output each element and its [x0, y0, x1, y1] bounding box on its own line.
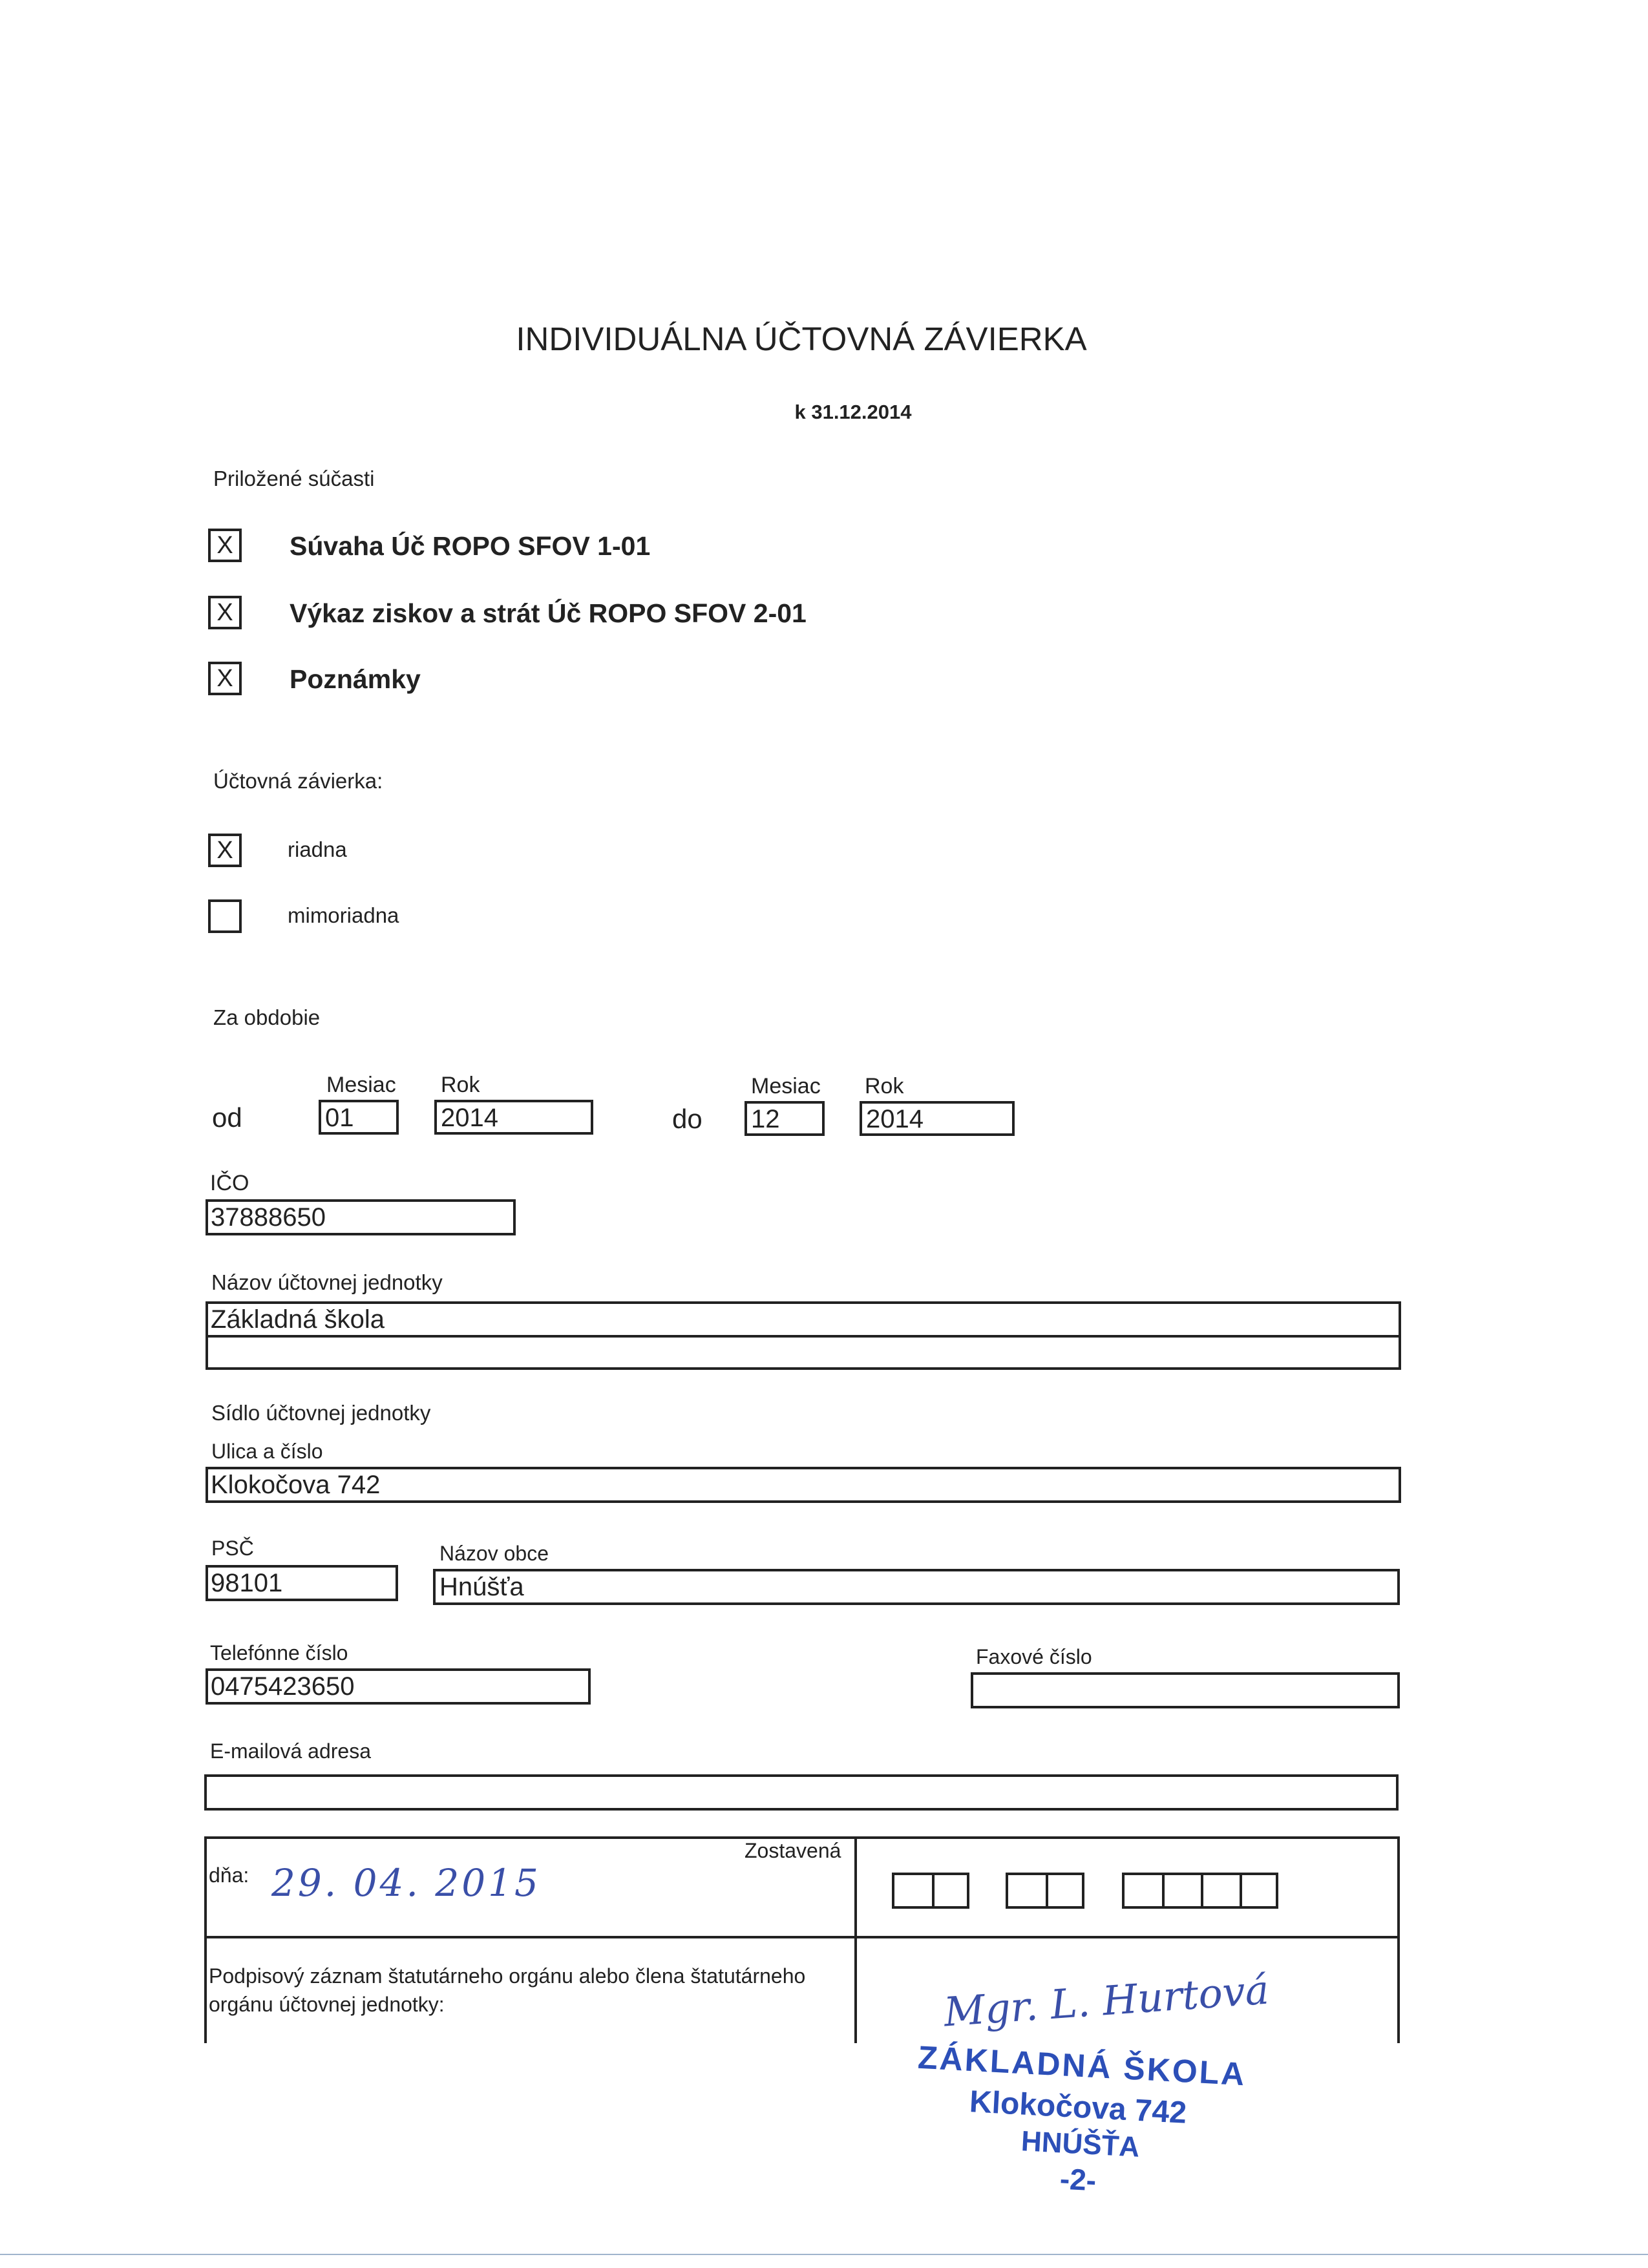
- closing-checkbox-regular[interactable]: X: [208, 834, 242, 867]
- attachment-checkbox-balance[interactable]: X: [208, 529, 242, 562]
- psc-label: PSČ: [211, 1537, 254, 1560]
- page-bottom-rule: [0, 2254, 1648, 2255]
- closing-label-extraordinary: mimoriadna: [288, 903, 399, 927]
- date-box-separator: [1046, 1875, 1048, 1906]
- signature-label-line2: orgánu účtovnej jednotky:: [209, 1993, 445, 2016]
- stamp-line3: HNÚŠŤA: [1020, 2125, 1141, 2163]
- signature-block-vertical-divider: [854, 1836, 857, 2043]
- fax-field[interactable]: [971, 1672, 1400, 1708]
- closing-checkbox-extraordinary[interactable]: [208, 899, 242, 933]
- fax-label: Faxové číslo: [976, 1645, 1092, 1668]
- stamp-line2: Klokočova 742: [968, 2084, 1188, 2130]
- email-label: E-mailová adresa: [210, 1739, 371, 1763]
- date-year-boxes[interactable]: [1122, 1873, 1278, 1909]
- period-to-label: do: [672, 1104, 703, 1134]
- town-value: Hnúšťa: [439, 1573, 524, 1601]
- ico-label: IČO: [210, 1171, 249, 1195]
- handwritten-signature: Mgr. L. Hurtová: [942, 1966, 1271, 2036]
- phone-value: 0475423650: [211, 1672, 355, 1701]
- ico-value: 37888650: [211, 1203, 326, 1232]
- from-month-value: 01: [325, 1104, 354, 1132]
- seat-label: Sídlo účtovnej jednotky: [211, 1401, 431, 1425]
- stamp-line4: -2-: [1059, 2161, 1097, 2198]
- from-year-value: 2014: [441, 1104, 498, 1132]
- signature-label-line1: Podpisový záznam štatutárneho orgánu alebo člena štatutárneho: [209, 1964, 806, 1988]
- town-label: Názov obce: [439, 1542, 549, 1565]
- document-title: INDIVIDUÁLNA ÚČTOVNÁ ZÁVIERKA: [516, 320, 1087, 357]
- email-field[interactable]: [204, 1774, 1399, 1811]
- from-month-label: Mesiac: [326, 1073, 396, 1097]
- street-field[interactable]: [206, 1467, 1401, 1503]
- period-label: Za obdobie: [213, 1005, 321, 1029]
- to-year-label: Rok: [865, 1074, 904, 1098]
- period-from-label: od: [212, 1102, 242, 1133]
- to-year-value: 2014: [866, 1105, 924, 1133]
- street-label: Ulica a číslo: [211, 1440, 323, 1463]
- attachment-label-balance: Súvaha Úč ROPO SFOV 1-01: [290, 531, 651, 561]
- date-box-separator: [932, 1875, 935, 1906]
- as-of-date: k 31.12.2014: [794, 401, 912, 423]
- street-value: Klokočova 742: [211, 1471, 381, 1499]
- date-day-boxes[interactable]: [892, 1873, 969, 1909]
- closing-label-regular: riadna: [288, 837, 347, 861]
- attachment-label-notes: Poznámky: [290, 664, 421, 694]
- entity-name-field-line1[interactable]: [206, 1301, 1401, 1338]
- entity-name-value: Základná škola: [211, 1305, 385, 1334]
- town-field[interactable]: [433, 1569, 1400, 1605]
- handwritten-date: 29. 04. 2015: [271, 1861, 541, 1905]
- closing-type-label: Účtovná závierka:: [213, 769, 383, 793]
- signature-block-horizontal-divider: [204, 1936, 1400, 1938]
- psc-value: 98101: [211, 1569, 283, 1597]
- date-box-separator: [1240, 1875, 1242, 1906]
- to-month-label: Mesiac: [751, 1074, 821, 1098]
- compiled-label: Zostavená: [745, 1839, 841, 1862]
- entity-name-field-line2[interactable]: [206, 1335, 1401, 1370]
- entity-name-label: Názov účtovnej jednotky: [211, 1270, 443, 1294]
- attachment-checkbox-profit-loss[interactable]: X: [208, 596, 242, 629]
- attachment-label-profit-loss: Výkaz ziskov a strát Úč ROPO SFOV 2-01: [290, 598, 807, 628]
- from-year-label: Rok: [441, 1073, 480, 1097]
- stamp-line1: ZÁKLADNÁ ŠKOLA: [916, 2039, 1247, 2093]
- date-month-boxes[interactable]: [1006, 1873, 1084, 1909]
- date-label: dňa:: [209, 1864, 249, 1887]
- to-month-value: 12: [751, 1105, 780, 1133]
- date-box-separator: [1201, 1875, 1203, 1906]
- attachment-checkbox-notes[interactable]: X: [208, 662, 242, 695]
- attached-parts-label: Priložené súčasti: [213, 467, 375, 490]
- phone-label: Telefónne číslo: [210, 1641, 348, 1664]
- date-box-separator: [1162, 1875, 1165, 1906]
